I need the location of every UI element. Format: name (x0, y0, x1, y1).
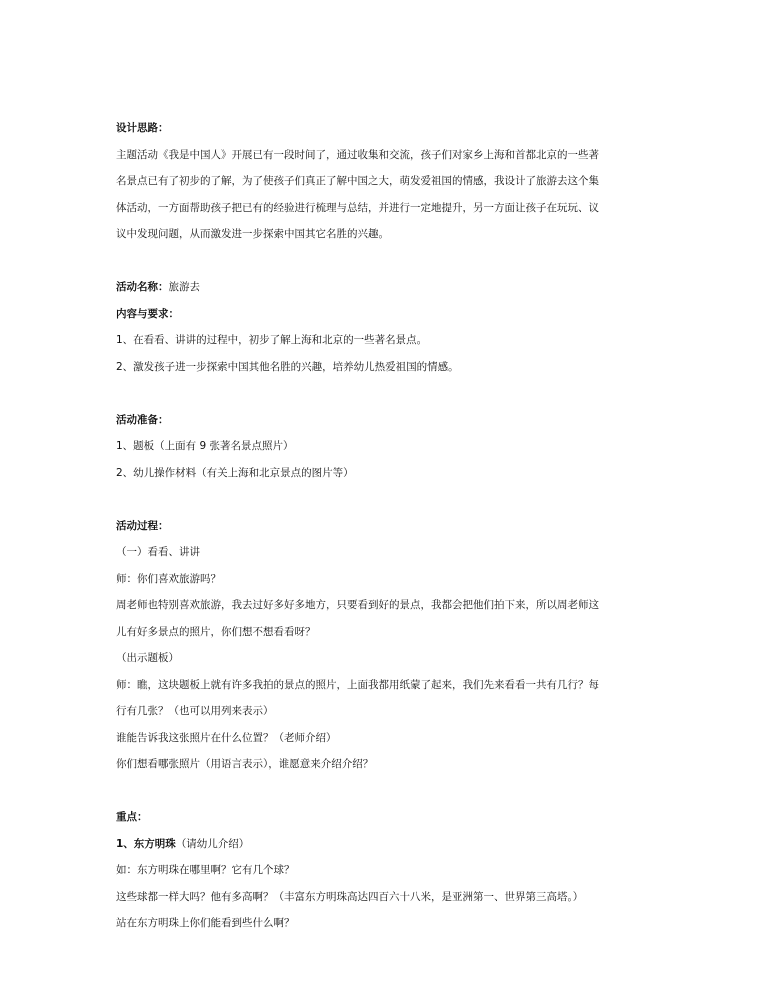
design-heading: 设计思路： (116, 122, 169, 134)
process-line: 周老师也特别喜欢旅游，我去过好多好多地方，只要看到好的景点，我都会把他们拍下来，所以周老师这 (116, 599, 599, 611)
focus-line: 站在东方明珠上你们能看到些什么啊？ (116, 917, 295, 929)
focus-item-note: （请幼儿介绍） (175, 837, 250, 850)
preparation-heading: 活动准备： (116, 413, 169, 426)
activity-name-label: 活动名称： (116, 281, 169, 293)
process-heading: 活动过程： (116, 519, 169, 532)
process-line: 你们想看哪张照片（用语言表示），谁愿意来介绍介绍？ (116, 758, 374, 770)
document-body (116, 115, 660, 937)
focus-item-title: 1、东方明珠 (116, 837, 176, 850)
process-line: （一）看看、讲讲 (116, 546, 200, 558)
spacer (116, 248, 660, 275)
focus-heading: 重点： (116, 811, 148, 823)
paragraph-line: 主题活动《我是中国人》开展已有一段时间了，通过收集和交流，孩子们对家乡上海和首都北京的一些著 (116, 148, 599, 161)
process-line: 师：瞧，这块题板上就有许多我拍的景点的照片，上面我都用纸蒙了起来，我们先来看看一共有几行？每 (116, 678, 599, 691)
preparation-item: 2、幼儿操作材料（有关上海和北京景点的图片等） (116, 466, 354, 479)
process-line: （出示题板） (116, 652, 179, 664)
spacer (116, 380, 660, 407)
paragraph-line: 名景点已有了初步的了解，为了使孩子们真正了解中国之大，萌发爱祖国的情感，我设计了旅游去这个集 (116, 175, 599, 187)
paragraph-line: 体活动，一方面帮助孩子把已有的经验进行梳理与总结，并进行一定地提升，另一方面让孩子在玩玩、议 (116, 201, 599, 214)
spacer (116, 778, 660, 805)
preparation-item: 1、题板（上面有 9 张著名景点照片） (116, 440, 294, 452)
focus-line: 如：东方明珠在哪里啊？它有几个球？ (116, 864, 295, 876)
requirement-item: 1、在看看、讲讲的过程中，初步了解上海和北京的一些著名景点。 (116, 334, 428, 346)
process-line: 谁能告诉我这张照片在什么位置？（老师介绍） (116, 731, 337, 744)
process-line: 行有几张？（也可以用列来表示） (116, 705, 274, 717)
process-line: 儿有好多景点的照片，你们想不想看看呀？ (116, 625, 316, 638)
paragraph-line: 议中发现问题，从而激发进一步探索中国其它名胜的兴趣。 (116, 228, 389, 240)
focus-line: 这些球都一样大吗？他有多高啊？（丰富东方明珠高达四百六十八米，是亚洲第一、世界第三高塔。） (116, 890, 584, 903)
focus-item-title-line (116, 831, 660, 858)
process-line: 师：你们喜欢旅游吗？ (116, 572, 221, 585)
activity-name-value: 旅游去 (168, 281, 200, 293)
requirements-heading: 内容与要求： (116, 307, 179, 320)
activity-name-line (116, 274, 660, 301)
requirement-item: 2、激发孩子进一步探索中国其他名胜的兴趣，培养幼儿热爱祖国的情感。 (116, 360, 459, 373)
spacer (116, 486, 660, 513)
